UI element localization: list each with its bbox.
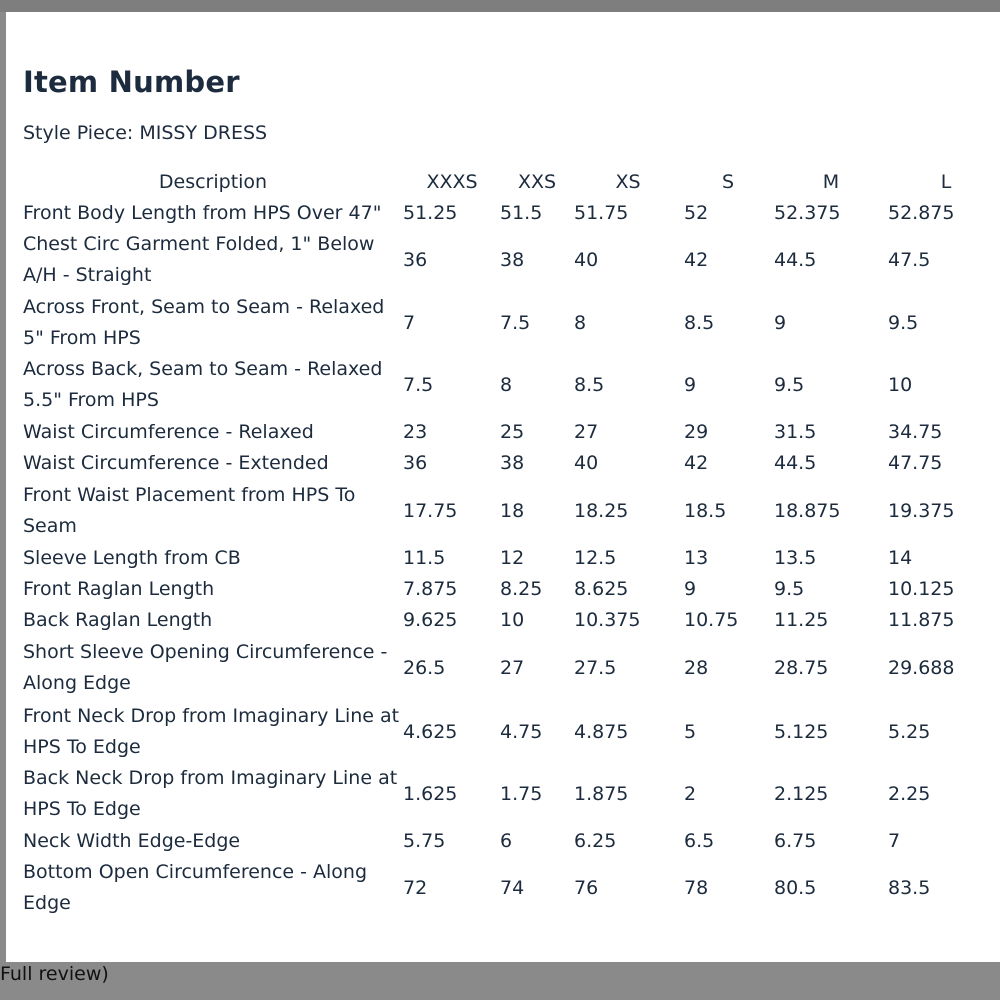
- row-value-cell: 8.625: [574, 578, 629, 600]
- row-value-cell: 80.5: [774, 876, 817, 899]
- row-value-cell: 51.25: [403, 202, 458, 224]
- row-value-cell: 9: [684, 373, 697, 396]
- row-value-cell: 40: [574, 248, 599, 271]
- row-value-cell: 17.75: [403, 499, 458, 522]
- row-value-cell: 9: [774, 311, 787, 334]
- row-value-cell: 11.25: [774, 609, 829, 631]
- row-value-cell: 4.75: [500, 720, 543, 743]
- row-value-cell: 11.5: [403, 547, 446, 569]
- row-value-cell: 10: [888, 373, 913, 396]
- row-value-cell: 29.688: [888, 656, 955, 679]
- row-value-cell: 11.875: [888, 609, 955, 631]
- row-value-cell: 9.5: [774, 373, 805, 396]
- row-value-cell: 7.5: [500, 311, 531, 334]
- row-value-cell: 4.625: [403, 720, 458, 743]
- row-value-cell: 34.75: [888, 421, 943, 443]
- row-value-cell: 9.625: [403, 609, 458, 631]
- row-value-cell: 2.25: [888, 782, 931, 805]
- row-value-cell: 14: [888, 547, 913, 569]
- row-value-cell: 47.75: [888, 452, 943, 474]
- row-value-cell: 10.125: [888, 578, 955, 600]
- row-value-cell: 18.25: [574, 499, 629, 522]
- row-value-cell: 27.5: [574, 656, 617, 679]
- size-chart-table: [6, 12, 1000, 962]
- row-value-cell: 2.125: [774, 782, 829, 805]
- row-value-cell: 27: [574, 421, 599, 443]
- row-value-cell: 10.375: [574, 609, 641, 631]
- row-value-cell: 5.75: [403, 830, 446, 852]
- style-piece-label: Style Piece: MISSY DRESS: [23, 122, 268, 144]
- row-value-cell: 18.875: [774, 499, 841, 522]
- row-value-cell: 28.75: [774, 656, 829, 679]
- column-header-description: Description: [158, 171, 268, 193]
- row-value-cell: 83.5: [888, 876, 931, 899]
- row-value-cell: 7.875: [403, 578, 458, 600]
- column-header-size: XXS: [517, 171, 557, 193]
- row-value-cell: 40: [574, 452, 599, 474]
- row-description: Front Waist Placement from HPS To Seam: [23, 484, 356, 537]
- row-description: Chest Circ Garment Folded, 1" Below A/H - Straight: [23, 233, 375, 286]
- row-value-cell: 1.75: [500, 782, 543, 805]
- row-value-cell: 6.75: [774, 830, 817, 852]
- row-description: Front Body Length from HPS Over 47": [23, 202, 382, 224]
- row-value-cell: 18: [500, 499, 525, 522]
- row-value-cell: 13.5: [774, 547, 817, 569]
- modal-title: Item Number: [23, 65, 240, 99]
- row-value-cell: 9.5: [888, 311, 919, 334]
- row-value-cell: 2: [684, 782, 697, 805]
- column-header-size: L: [940, 171, 952, 193]
- row-value-cell: 5: [684, 720, 697, 743]
- row-value-cell: 5.25: [888, 720, 931, 743]
- row-value-cell: 36: [403, 452, 428, 474]
- row-description: Front Raglan Length: [23, 578, 215, 600]
- row-value-cell: 52: [684, 202, 709, 224]
- row-value-cell: 76: [574, 876, 599, 899]
- row-value-cell: 12.5: [574, 547, 617, 569]
- row-description: Short Sleeve Opening Circumference - Along Edge: [23, 641, 388, 694]
- row-value-cell: 27: [500, 656, 525, 679]
- column-header-size: M: [822, 171, 840, 193]
- row-description: Front Neck Drop from Imaginary Line at HPS To Edge: [23, 705, 400, 758]
- row-value-cell: 8.5: [684, 311, 715, 334]
- row-value-cell: 23: [403, 421, 428, 443]
- row-value-cell: 47.5: [888, 248, 931, 271]
- row-value-cell: 72: [403, 876, 428, 899]
- row-value-cell: 28: [684, 656, 709, 679]
- row-value-cell: 52.875: [888, 202, 955, 224]
- column-header-size: XXXS: [426, 171, 478, 193]
- row-description: Across Front, Seam to Seam - Relaxed 5" From HPS: [23, 296, 385, 349]
- row-description: Back Neck Drop from Imaginary Line at HPS To Edge: [23, 767, 398, 820]
- background-review-link-text: Full review): [0, 963, 109, 985]
- row-value-cell: 51.75: [574, 202, 629, 224]
- row-value-cell: 19.375: [888, 499, 955, 522]
- row-description: Across Back, Seam to Seam - Relaxed 5.5" From HPS: [23, 358, 383, 411]
- row-value-cell: 44.5: [774, 248, 817, 271]
- row-value-cell: 9.5: [774, 578, 805, 600]
- row-description: Neck Width Edge-Edge: [23, 830, 241, 852]
- row-value-cell: 8.25: [500, 578, 543, 600]
- row-value-cell: 38: [500, 248, 525, 271]
- row-description: Bottom Open Circumference - Along Edge: [23, 861, 368, 914]
- row-value-cell: 51.5: [500, 202, 543, 224]
- row-value-cell: 6.5: [684, 830, 715, 852]
- row-value-cell: 18.5: [684, 499, 727, 522]
- row-value-cell: 42: [684, 452, 709, 474]
- background-page-edge: [0, 0, 1000, 12]
- column-header-size: S: [721, 171, 735, 193]
- row-value-cell: 12: [500, 547, 525, 569]
- row-value-cell: 1.625: [403, 782, 458, 805]
- row-value-cell: 6.25: [574, 830, 617, 852]
- row-value-cell: 31.5: [774, 421, 817, 443]
- row-value-cell: 29: [684, 421, 709, 443]
- row-value-cell: 5.125: [774, 720, 829, 743]
- row-value-cell: 8: [500, 373, 513, 396]
- row-description: Waist Circumference - Relaxed: [23, 421, 314, 443]
- row-value-cell: 78: [684, 876, 709, 899]
- row-value-cell: 74: [500, 876, 525, 899]
- row-value-cell: 6: [500, 830, 513, 852]
- row-value-cell: 10: [500, 609, 525, 631]
- row-value-cell: 52.375: [774, 202, 841, 224]
- size-chart-modal: [6, 12, 1000, 962]
- row-value-cell: 44.5: [774, 452, 817, 474]
- row-value-cell: 13: [684, 547, 709, 569]
- row-value-cell: 26.5: [403, 656, 446, 679]
- row-value-cell: 8: [574, 311, 587, 334]
- row-value-cell: 25: [500, 421, 525, 443]
- row-value-cell: 1.875: [574, 782, 629, 805]
- row-value-cell: 10.75: [684, 609, 739, 631]
- row-value-cell: 42: [684, 248, 709, 271]
- row-value-cell: 7: [888, 830, 901, 852]
- row-value-cell: 38: [500, 452, 525, 474]
- row-description: Back Raglan Length: [23, 609, 213, 631]
- row-description: Sleeve Length from CB: [23, 547, 241, 569]
- row-description: Waist Circumference - Extended: [23, 452, 329, 474]
- row-value-cell: 8.5: [574, 373, 605, 396]
- row-value-cell: 4.875: [574, 720, 629, 743]
- row-value-cell: 36: [403, 248, 428, 271]
- row-value-cell: 7: [403, 311, 416, 334]
- column-header-size: XS: [615, 171, 641, 193]
- row-value-cell: 9: [684, 578, 697, 600]
- row-value-cell: 7.5: [403, 373, 434, 396]
